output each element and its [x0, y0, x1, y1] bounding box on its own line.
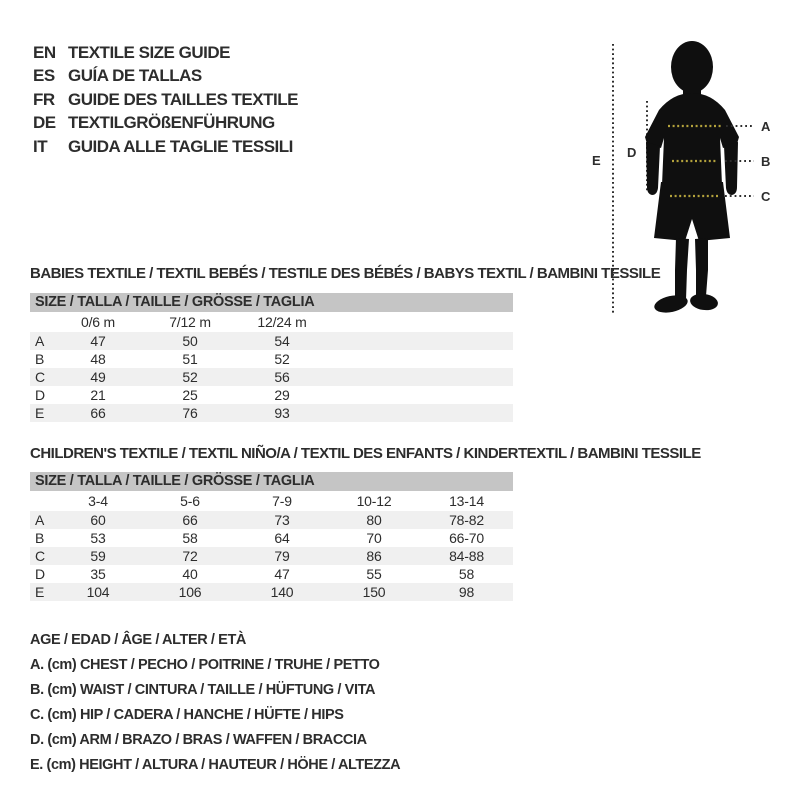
row-label: C	[35, 548, 45, 564]
legend-line-hip: C. (cm) HIP / CADERA / HANCHE / HÜFTE / HIPS	[30, 707, 344, 723]
cell: 21	[90, 387, 106, 403]
row-label: E	[35, 405, 45, 421]
column-header: 0/6 m	[80, 314, 115, 330]
row-label: A	[35, 512, 45, 528]
language-row-it	[33, 135, 298, 159]
cell: 54	[274, 333, 290, 349]
column-header: 3-4	[88, 493, 108, 509]
children-column-header-row	[30, 491, 513, 511]
table-row	[30, 547, 513, 565]
cell: 53	[90, 530, 106, 546]
size-header-label: SIZE / TALLA / TAILLE / GRÖSSE / TAGLIA	[35, 294, 315, 310]
guide-title-en: TEXTILE SIZE GUIDE	[68, 42, 230, 62]
legend-line-chest: A. (cm) CHEST / PECHO / POITRINE / TRUHE / PETTO	[30, 657, 380, 673]
cell: 52	[274, 351, 290, 367]
babies-column-header-row	[30, 312, 513, 332]
table-row	[30, 332, 513, 350]
cell: 72	[182, 548, 198, 564]
guide-title-es: GUÍA DE TALLAS	[68, 66, 202, 86]
table-row	[30, 350, 513, 368]
cell: 73	[274, 512, 290, 528]
row-label: D	[35, 387, 45, 403]
table-row	[30, 404, 513, 422]
cell: 40	[182, 566, 198, 582]
children-table-header-bar	[30, 472, 513, 491]
measure-label-d: D	[627, 145, 637, 160]
row-label: B	[35, 351, 45, 367]
cell: 66	[182, 512, 198, 528]
column-header: 5-6	[180, 493, 200, 509]
table-row	[30, 386, 513, 404]
measure-label-e: E	[592, 153, 601, 168]
measure-label-a: A	[761, 119, 771, 134]
cell: 150	[362, 584, 386, 600]
cell: 80	[366, 512, 382, 528]
legend-line-waist: B. (cm) WAIST / CINTURA / TAILLE / HÜFTUNG / VITA	[30, 682, 376, 698]
cell: 29	[274, 387, 290, 403]
row-label: E	[35, 584, 45, 600]
cell: 60	[90, 512, 106, 528]
cell: 48	[90, 351, 106, 367]
cell: 56	[274, 369, 290, 385]
table-row	[30, 565, 513, 583]
cell: 104	[86, 584, 110, 600]
silhouette-left-leg	[675, 238, 689, 300]
cell: 59	[90, 548, 106, 564]
table-row	[30, 529, 513, 547]
silhouette-right-shoe	[689, 292, 719, 312]
legend-line-height: E. (cm) HEIGHT / ALTURA / HAUTEUR / HÖHE / ALTEZZA	[30, 757, 401, 773]
column-header: 13-14	[449, 493, 484, 509]
cell: 35	[90, 566, 106, 582]
language-code: DE	[33, 113, 56, 133]
legend-age-line: AGE / EDAD / ÂGE / ALTER / ETÀ	[30, 632, 246, 648]
silhouette-right-leg	[695, 238, 708, 296]
babies-table-header-bar	[30, 293, 513, 312]
children-size-table	[30, 472, 513, 601]
silhouette-shirt	[645, 93, 739, 185]
silhouette-right-arm	[724, 142, 738, 195]
language-row-es	[33, 65, 298, 89]
guide-title-it: GUIDA ALLE TAGLIE TESSILI	[68, 136, 293, 156]
language-code: EN	[33, 42, 56, 62]
children-section-title: CHILDREN'S TEXTILE / TEXTIL NIÑO/A / TEXTIL DES ENFANTS / KINDERTEXTIL / BAMBINI TESSILE	[30, 445, 701, 462]
legend-line-arm: D. (cm) ARM / BRAZO / BRAS / WAFFEN / BRACCIA	[30, 732, 367, 748]
table-row	[30, 368, 513, 386]
cell: 93	[274, 405, 290, 421]
row-label: A	[35, 333, 45, 349]
table-row	[30, 583, 513, 601]
column-header: 7-9	[272, 493, 292, 509]
language-row-de	[33, 112, 298, 136]
row-label: C	[35, 369, 45, 385]
cell: 140	[270, 584, 294, 600]
language-code: ES	[33, 66, 55, 86]
table-row	[30, 511, 513, 529]
row-label: B	[35, 530, 45, 546]
cell: 70	[366, 530, 382, 546]
cell: 25	[182, 387, 198, 403]
cell: 58	[458, 566, 475, 582]
cell: 66	[90, 405, 106, 421]
silhouette-shorts	[654, 182, 730, 241]
size-header-label: SIZE / TALLA / TAILLE / GRÖSSE / TAGLIA	[35, 473, 315, 489]
cell: 51	[182, 351, 198, 367]
cell: 66-70	[449, 530, 484, 546]
cell: 64	[274, 530, 290, 546]
cell: 52	[182, 369, 198, 385]
cell: 106	[178, 584, 202, 600]
language-code: FR	[33, 89, 55, 109]
cell: 47	[90, 333, 106, 349]
silhouette-left-arm	[646, 142, 660, 195]
language-row-en	[33, 41, 298, 65]
cell: 76	[182, 405, 198, 421]
column-header: 10-12	[356, 493, 392, 509]
cell: 78-82	[449, 512, 484, 528]
column-header: 7/12 m	[169, 314, 211, 330]
cell: 49	[90, 369, 106, 385]
cell: 84-88	[449, 548, 484, 564]
cell: 58	[182, 530, 198, 546]
cell: 86	[366, 548, 382, 564]
babies-section-title: BABIES TEXTILE / TEXTIL BEBÉS / TESTILE DES BÉBÉS / BABYS TEXTIL / BAMBINI TESSILE	[30, 265, 661, 282]
language-title-list	[33, 41, 298, 159]
guide-title-de: TEXTILGRÖßENFÜHRUNG	[68, 113, 275, 133]
babies-size-table	[30, 293, 513, 422]
cell: 98	[458, 584, 475, 600]
row-label: D	[35, 566, 45, 582]
cell: 55	[366, 566, 382, 582]
language-code: IT	[33, 136, 48, 156]
cell: 47	[274, 566, 290, 582]
guide-title-fr: GUIDE DES TAILLES TEXTILE	[68, 89, 298, 109]
measurement-legend	[30, 628, 400, 778]
measure-label-b: B	[761, 154, 771, 169]
cell: 50	[182, 333, 198, 349]
silhouette-head	[671, 41, 713, 93]
cell: 79	[274, 548, 290, 564]
language-row-fr	[33, 88, 298, 112]
measure-label-c: C	[761, 189, 771, 204]
column-header: 12/24 m	[257, 314, 307, 330]
